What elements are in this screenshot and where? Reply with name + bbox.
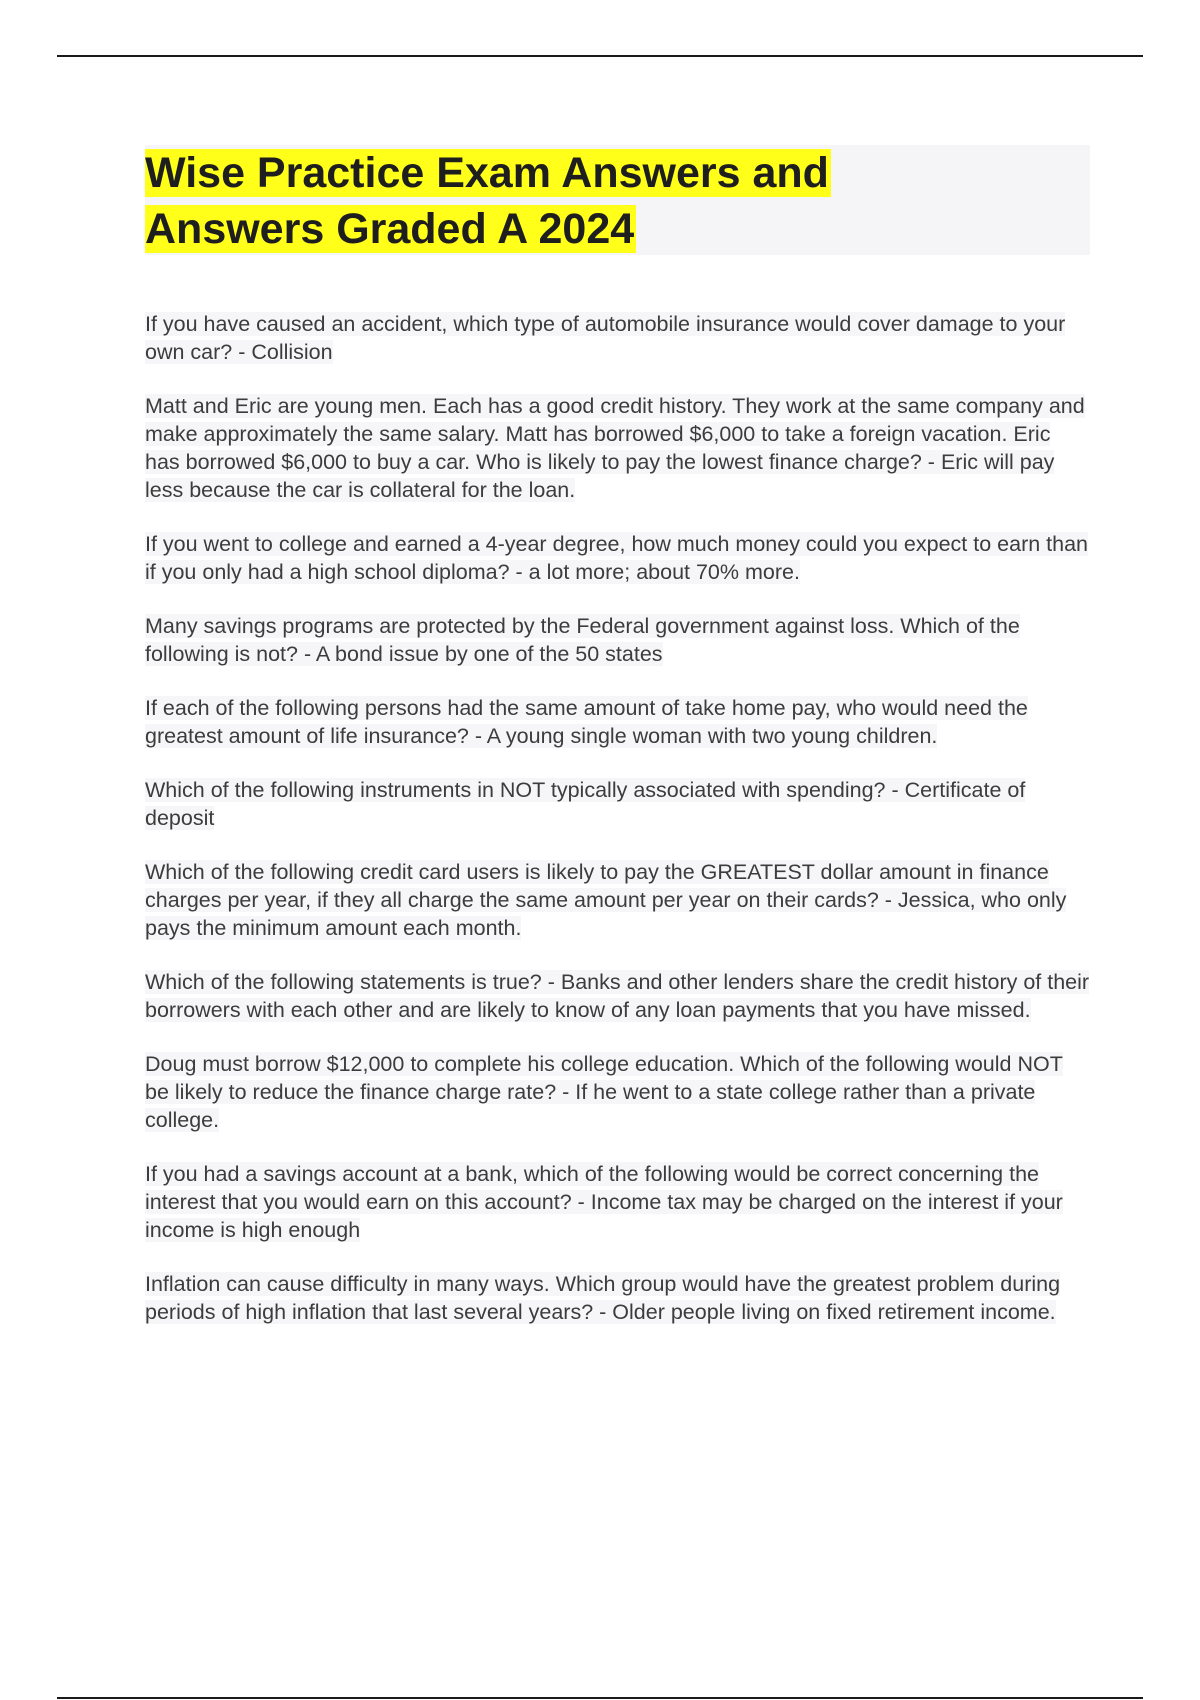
qa-item: If you have caused an accident, which type of automobile insurance would cover damage to your own car? - Collision: [145, 312, 1066, 364]
header-rule: [57, 55, 1143, 57]
footer-rule: [57, 1697, 1143, 1699]
qa-list: [145, 310, 1090, 1352]
qa-item: Which of the following statements is true? - Banks and other lenders share the credit history of their borrowers with each other and are likely to know of any loan payments that you have missed.: [145, 970, 1090, 1022]
qa-item: If each of the following persons had the same amount of take home pay, who would need the greatest amount of life insurance? - A young single woman with two young children.: [145, 696, 1028, 748]
title-line-2: Answers Graded A 2024: [145, 205, 635, 253]
title-line-1: Wise Practice Exam Answers and: [145, 149, 829, 197]
qa-item: If you had a savings account at a bank, which of the following would be correct concerning the interest that you would earn on this account? - Income tax may be charged on the interest if your income is high enough: [145, 1162, 1063, 1242]
qa-item: If you went to college and earned a 4-year degree, how much money could you expect to earn than if you only had a high school diploma? - a lot more; about 70% more.: [145, 532, 1089, 584]
qa-item: Many savings programs are protected by the Federal government against loss. Which of the following is not? - A bond issue by one of the 50 states: [145, 614, 1020, 666]
qa-item: Inflation can cause difficulty in many ways. Which group would have the greatest problem during periods of high inflation that last several years? - Older people living on fixed retirement income.: [145, 1272, 1061, 1324]
qa-item: Matt and Eric are young men. Each has a good credit history. They work at the same company and make approximately the same salary. Matt has borrowed $6,000 to take a foreign vacation. Eric has borrowed $6,000 to buy a car. Who is likely to pay the lowest finance charge? - Eric will pay less because the car is collateral for the loan.: [145, 394, 1085, 502]
qa-item: Which of the following credit card users is likely to pay the GREATEST dollar amount in finance charges per year, if they all charge the same amount per year on their cards? - Jessica, who only pays the minimum amount each month.: [145, 860, 1067, 940]
page-title: [145, 145, 1090, 257]
qa-item: Doug must borrow $12,000 to complete his college education. Which of the following would NOT be likely to reduce the finance charge rate? - If he went to a state college rather than a private college.: [145, 1052, 1063, 1132]
title-block: [145, 145, 1090, 255]
qa-item: Which of the following instruments in NOT typically associated with spending? - Certificate of deposit: [145, 778, 1026, 830]
